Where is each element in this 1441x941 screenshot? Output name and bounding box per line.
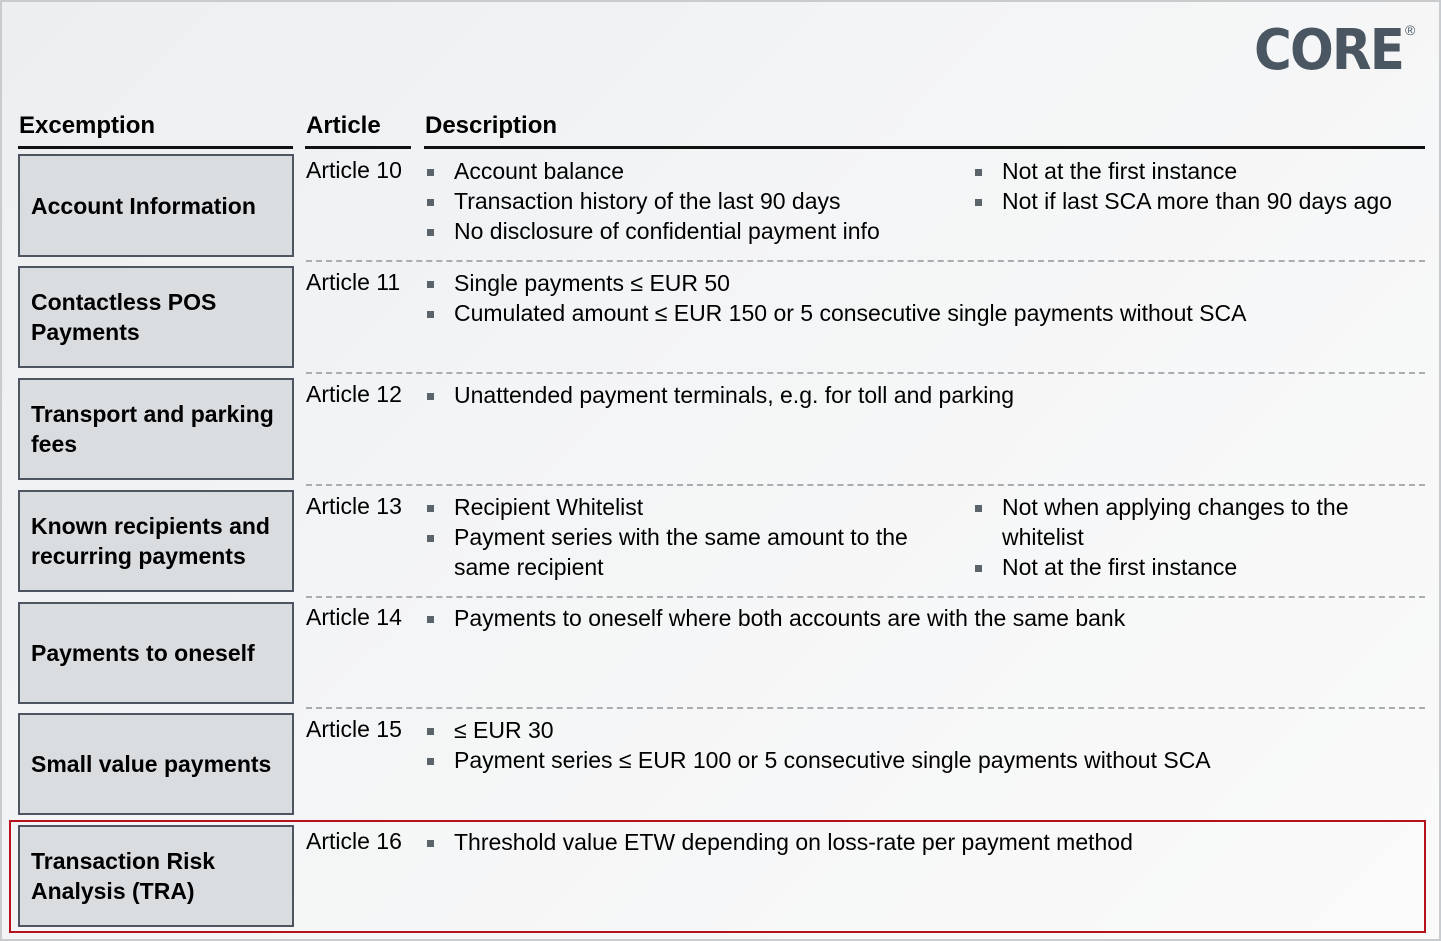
description-list — [426, 715, 1211, 775]
description-list — [426, 156, 880, 246]
description-item: No disclosure of confidential payment info — [426, 216, 880, 246]
exception-label: Account Information — [31, 192, 256, 219]
exception-label: Transaction Risk Analysis (TRA) — [31, 848, 216, 904]
row-divider — [306, 260, 1425, 262]
article-label: Article 14 — [306, 604, 402, 630]
description-item: Account balance — [426, 156, 880, 186]
exception-label: Payments to oneself — [31, 640, 255, 666]
exception-transport-parking — [18, 378, 294, 480]
description-item: Payment series ≤ EUR 100 or 5 consecutive single payments without SCA — [426, 745, 1211, 775]
article-label: Article 11 — [306, 269, 401, 295]
row-divider — [306, 372, 1425, 374]
row-divider — [306, 484, 1425, 486]
description-item: Payment series with the same amount to the same recipient — [426, 522, 956, 582]
exception-payments-to-oneself — [18, 602, 294, 704]
exception-label: Contactless POS Payments — [31, 289, 217, 345]
header-exception: Excemption — [19, 112, 156, 139]
exception-label: Known recipients and recurring payments — [31, 513, 270, 569]
condition-item: Not if last SCA more than 90 days ago — [974, 186, 1392, 216]
description-item: Recipient Whitelist — [426, 492, 956, 522]
header-underline-description — [424, 146, 1425, 149]
description-list — [426, 268, 1246, 328]
description-list — [426, 603, 1125, 633]
article-label: Article 16 — [306, 828, 402, 854]
exception-label: Transport and parking fees — [31, 401, 274, 457]
exception-account-information — [18, 154, 294, 257]
description-list — [426, 380, 1014, 410]
condition-list — [974, 492, 1414, 582]
exception-contactless-pos — [18, 266, 294, 368]
header-underline-exception — [18, 146, 293, 149]
condition-item: Not at the first instance — [974, 552, 1414, 582]
description-item: Cumulated amount ≤ EUR 150 or 5 consecutive single payments without SCA — [426, 298, 1246, 328]
description-item: Single payments ≤ EUR 50 — [426, 268, 1246, 298]
header-underline-article — [305, 146, 411, 149]
header-article: Article — [306, 112, 381, 139]
condition-item: Not at the first instance — [974, 156, 1392, 186]
article-label: Article 13 — [306, 493, 402, 519]
registered-mark: ® — [1405, 22, 1416, 38]
exception-tra — [18, 825, 294, 927]
exception-known-recipients — [18, 490, 294, 592]
exception-small-value — [18, 713, 294, 815]
exception-label: Small value payments — [31, 751, 272, 777]
article-label: Article 10 — [306, 157, 402, 183]
description-item: Threshold value ETW depending on loss-rate per payment method — [426, 827, 1133, 857]
description-item: Unattended payment terminals, e.g. for toll and parking — [426, 380, 1014, 410]
header-description: Description — [425, 112, 558, 139]
description-list — [426, 492, 956, 582]
row-divider — [306, 707, 1425, 709]
description-item: ≤ EUR 30 — [426, 715, 1211, 745]
article-label: Article 15 — [306, 716, 402, 742]
core-logo: CORE — [1254, 18, 1404, 83]
condition-item: Not when applying changes to the whitelist — [974, 492, 1414, 552]
row-divider — [306, 596, 1425, 598]
description-list — [426, 827, 1133, 857]
article-label: Article 12 — [306, 381, 402, 407]
description-item: Payments to oneself where both accounts are with the same bank — [426, 603, 1125, 633]
description-item: Transaction history of the last 90 days — [426, 186, 880, 216]
condition-list — [974, 156, 1392, 216]
